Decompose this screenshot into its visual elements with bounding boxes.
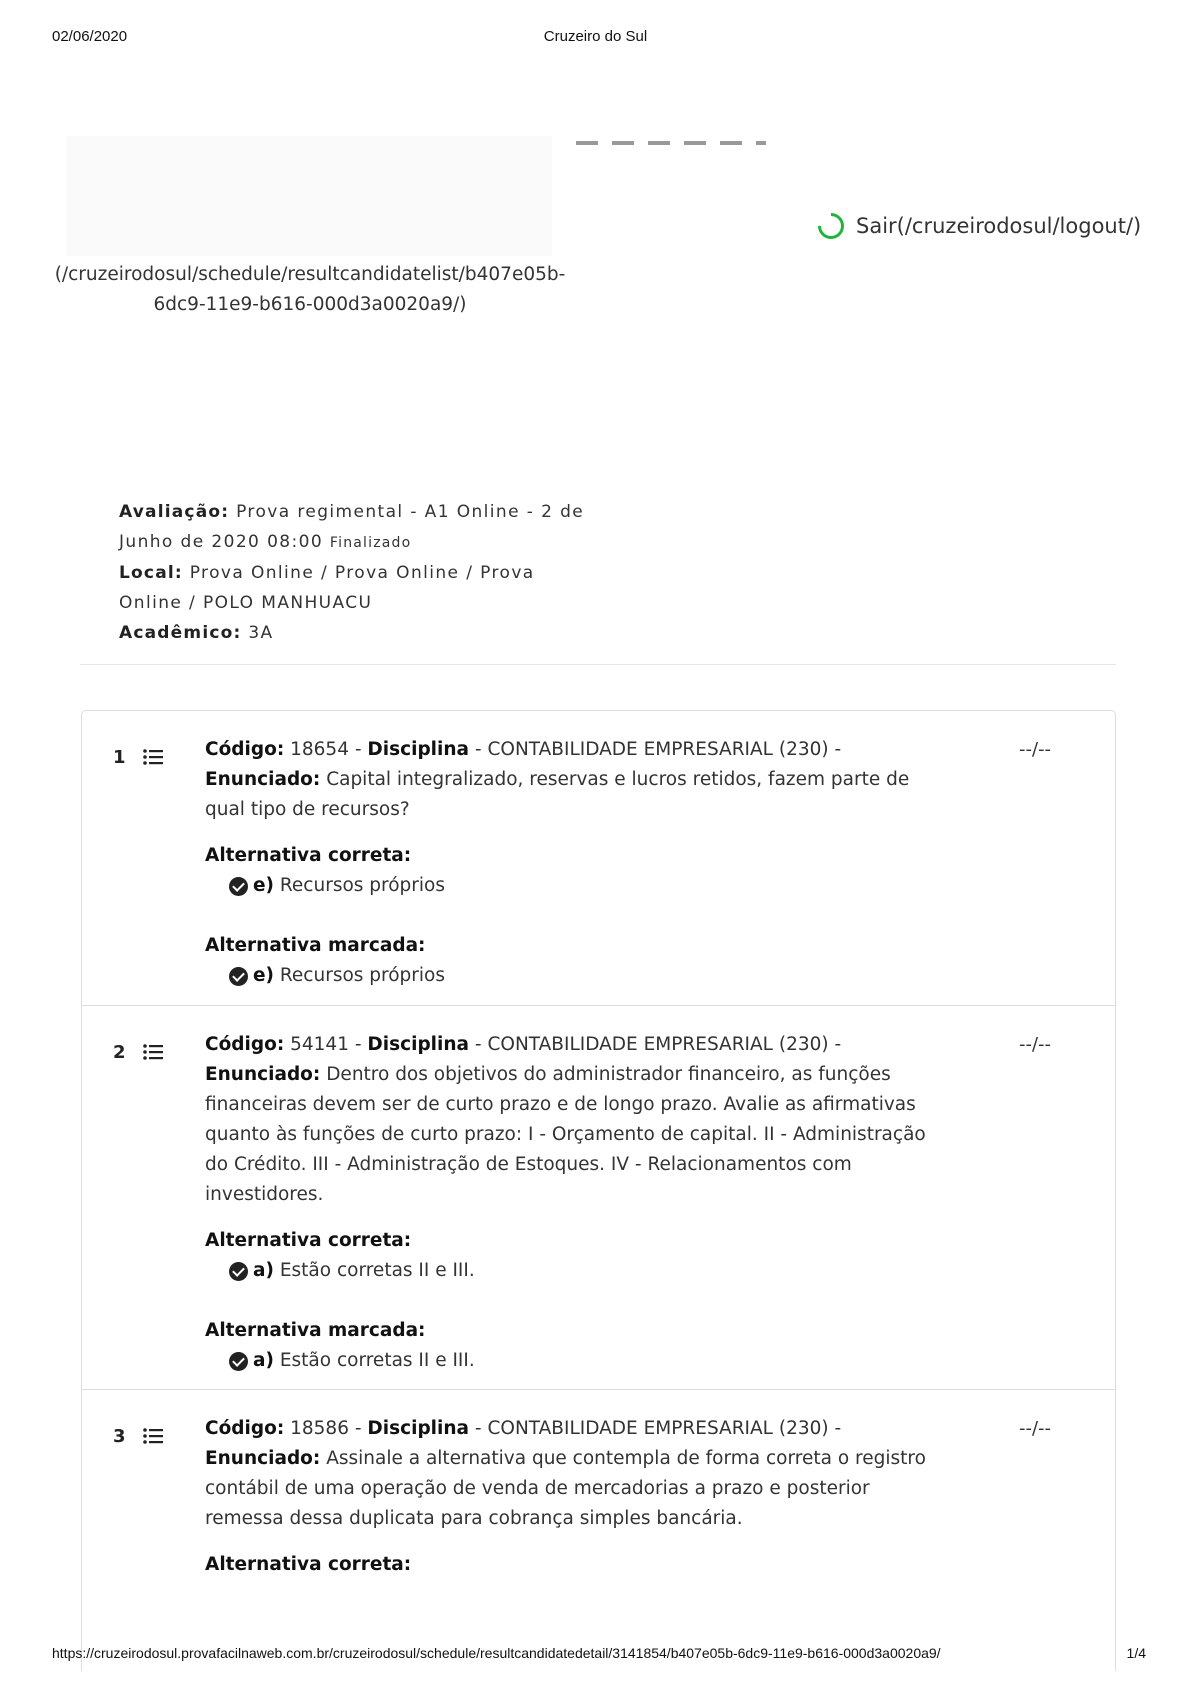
codigo-value: 18586	[290, 1418, 349, 1439]
exam-status: Finalizado	[329, 535, 412, 551]
logo-image[interactable]	[66, 136, 552, 256]
question-score: --/--	[1019, 1418, 1052, 1439]
check-circle-icon	[229, 1262, 248, 1281]
alt-correta	[205, 871, 940, 901]
print-title: Cruzeiro do Sul	[543, 28, 648, 45]
local-value: Prova Online / Prova Online / Prova Online / POLO MANHUACU	[119, 563, 535, 613]
question-number: 3	[113, 1426, 126, 1447]
alt-text: Recursos próprios	[279, 875, 445, 896]
disciplina-value: CONTABILIDADE EMPRESARIAL (230)	[487, 739, 829, 760]
alt-marcada-title: Alternativa marcada:	[205, 1320, 426, 1341]
question-statement: Código: 18654 - Disciplina - CONTABILIDADE EMPRESARIAL (230) - Enunciado: Capital integralizado, reservas e lucros retidos, fazem parte de qual tipo de recursos?	[205, 739, 910, 820]
question-body	[205, 1030, 940, 1376]
loading-spinner-icon	[813, 208, 850, 245]
question-body	[205, 735, 940, 991]
alt-marcada	[205, 1346, 940, 1376]
divider	[80, 664, 1116, 665]
list-icon[interactable]	[143, 1428, 163, 1444]
alt-correta-title: Alternativa correta:	[205, 845, 412, 866]
alt-marcada	[205, 961, 940, 991]
alt-letter: a)	[253, 1350, 274, 1371]
disciplina-label: Disciplina	[367, 739, 470, 760]
question-body	[205, 1414, 940, 1580]
codigo-value: 18654	[290, 739, 349, 760]
alt-correta	[205, 1256, 940, 1286]
alt-text: Estão corretas II e III.	[279, 1350, 475, 1371]
logout-link[interactable]	[818, 213, 1141, 239]
codigo-label: Código:	[205, 1418, 285, 1439]
question-score: --/--	[1019, 739, 1052, 760]
question-score: --/--	[1019, 1034, 1052, 1055]
question-card	[82, 711, 1115, 1006]
disciplina-value: CONTABILIDADE EMPRESARIAL (230)	[487, 1418, 829, 1439]
back-link[interactable]: (/cruzeirodosul/schedule/resultcandidatelist/b407e05b-6dc9-11e9-b616-000d3a0020a9/)	[54, 264, 566, 315]
codigo-value: 54141	[290, 1034, 349, 1055]
disciplina-value: CONTABILIDADE EMPRESARIAL (230)	[487, 1034, 829, 1055]
enunciado-label: Enunciado:	[205, 1448, 321, 1469]
question-card	[82, 1006, 1115, 1390]
question-statement: Código: 18586 - Disciplina - CONTABILIDADE EMPRESARIAL (230) - Enunciado: Assinale a alternativa que contempla de forma correta o registro contábil de uma operação de venda de mercadorias a prazo e posterior remessa dessa duplicata para cobrança simples bancária.	[205, 1418, 926, 1529]
list-icon[interactable]	[143, 1044, 163, 1060]
disciplina-label: Disciplina	[367, 1418, 470, 1439]
exam-info	[119, 497, 589, 648]
avaliacao-label: Avaliação:	[119, 502, 230, 522]
page-url: https://cruzeirodosul.provafacilnaweb.com.br/cruzeirodosul/schedule/resultcandidatedetail/3141854/b407e05b-6dc9-11e9-b616-000d3a0020a9/	[52, 1645, 941, 1661]
logout-label: Sair(/cruzeirodosul/logout/)	[856, 214, 1142, 238]
enunciado-text: Capital integralizado, reservas e lucros retidos, fazem parte de qual tipo de recursos?	[205, 769, 910, 820]
question-number: 1	[113, 747, 126, 768]
question-number: 2	[113, 1042, 126, 1063]
logo-fragment	[576, 141, 766, 145]
check-circle-icon	[229, 967, 248, 986]
alt-text: Recursos próprios	[279, 965, 445, 986]
alt-correta-title: Alternativa correta:	[205, 1554, 412, 1575]
check-circle-icon	[229, 877, 248, 896]
academico-value: 3A	[248, 623, 274, 643]
questions-list	[81, 710, 1116, 1671]
enunciado-text: Assinale a alternativa que contempla de forma correta o registro contábil de uma operação de venda de mercadorias a prazo e posterior remessa dessa duplicata para cobrança simples bancária.	[205, 1448, 926, 1529]
local-label: Local:	[119, 563, 183, 583]
alt-letter: e)	[253, 965, 275, 986]
print-date: 02/06/2020	[52, 28, 128, 45]
check-circle-icon	[229, 1352, 248, 1371]
question-statement: Código: 54141 - Disciplina - CONTABILIDADE EMPRESARIAL (230) - Enunciado: Dentro dos objetivos do administrador financeiro, as funções financeiras devem ser de curto prazo e de longo prazo. Avalie as afirmativas quanto às funções de curto prazo: I - Orçamento de capital. II - Administração do Crédito. III - Administração de Estoques. IV - Relacionamentos com investidores.	[205, 1034, 926, 1205]
alt-marcada-title: Alternativa marcada:	[205, 935, 426, 956]
codigo-label: Código:	[205, 739, 285, 760]
alt-letter: e)	[253, 875, 275, 896]
alt-text: Estão corretas II e III.	[279, 1260, 475, 1281]
question-card	[82, 1390, 1115, 1671]
enunciado-label: Enunciado:	[205, 1064, 321, 1085]
codigo-label: Código:	[205, 1034, 285, 1055]
list-icon[interactable]	[143, 749, 163, 765]
enunciado-text: Dentro dos objetivos do administrador financeiro, as funções financeiras devem ser de curto prazo e de longo prazo. Avalie as afirmativas quanto às funções de curto prazo: I - Orçamento de capital. II - Administração do Crédito. III - Administração de Estoques. IV - Relacionamentos com investidores.	[205, 1064, 926, 1205]
disciplina-label: Disciplina	[367, 1034, 470, 1055]
academico-label: Acadêmico:	[119, 623, 242, 643]
alt-letter: a)	[253, 1260, 274, 1281]
alt-correta-title: Alternativa correta:	[205, 1230, 412, 1251]
avaliacao-value: Prova regimental - A1 Online - 2 de Junho de 2020 08:00	[119, 502, 585, 552]
page-number: 1/4	[1126, 1645, 1146, 1661]
enunciado-label: Enunciado:	[205, 769, 321, 790]
